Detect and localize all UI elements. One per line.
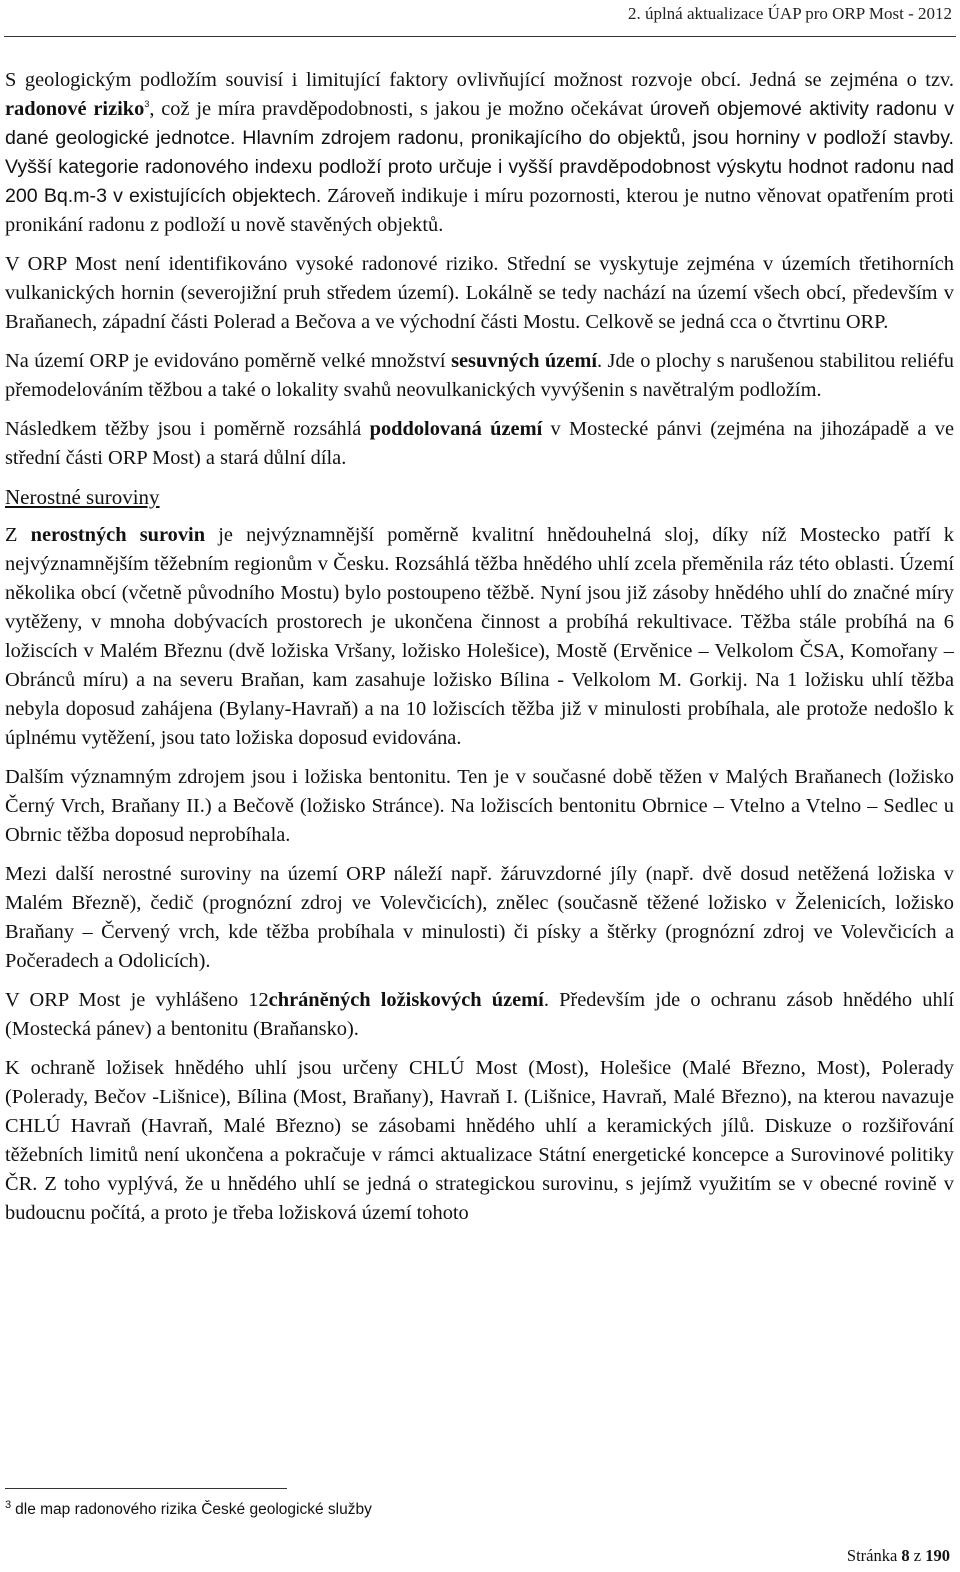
text-run: , což je míra pravděpodobnosti, s jakou je možno očekávat xyxy=(149,98,650,120)
section-heading: Nerostné suroviny xyxy=(5,485,160,509)
footnote-rule xyxy=(5,1488,287,1489)
page-number xyxy=(847,1546,950,1566)
page-total: 190 xyxy=(925,1546,950,1565)
text-run: S geologickým podložím souvisí i limitující faktory ovlivňující možnost rozvoje obcí. Jedná se zejména o tzv. xyxy=(5,69,954,91)
text-run: Na území ORP je evidováno poměrně velké množství xyxy=(5,350,452,372)
footnote-text: dle map radonového rizika České geologické služby xyxy=(15,1501,372,1518)
document-body xyxy=(5,66,954,1238)
footnote-ref[interactable]: 3 xyxy=(144,99,150,110)
text-run: Následkem těžby jsou i poměrně rozsáhlá xyxy=(5,418,370,440)
footnote-mark: 3 xyxy=(5,1499,12,1511)
paragraph-landslides xyxy=(5,347,954,405)
text-run: . Jde o plochy s narušenou stabilitou reliéfu přemodelováním těžbou a také o lokality svahů neovulkanických vyvýšenin s navětralým podložím. xyxy=(5,350,954,401)
bold-term-protected-areas: chráněných ložiskových území xyxy=(268,989,544,1011)
paragraph-undermined xyxy=(5,415,954,473)
page-separator: z xyxy=(909,1546,926,1565)
text-run: Z xyxy=(5,524,31,546)
bold-term-landslides: sesuvných území xyxy=(451,350,597,372)
footnote xyxy=(5,1501,372,1519)
paragraph-radon-risk xyxy=(5,66,954,240)
text-run-sans: úroveň objemové aktivity radonu v dané geologické jednotce. Hlavním zdrojem radonu, pronikajícího do objektů, jsou horniny v podloží stavby. Vyšší kategorie radonového indexu podloží proto určuje i vyšší pravděpodobnost výskytu hodnot radonu nad 200 Bq.m-3 v existujících objektech. xyxy=(5,98,954,207)
bold-term-minerals: nerostných surovin xyxy=(30,524,206,546)
page-current: 8 xyxy=(901,1546,910,1565)
paragraph-bentonite: Dalším významným zdrojem jsou i ložiska bentonitu. Ten je v současné době těžen v Malých Braňanech (ložisko Černý Vrch, Braňany II.) a Bečově (ložisko Stránce). Na ložiscích bentonitu Obrnice – Vtelno a Vtelno – Sedlec u Obrnic těžba doposud neprobíhala. xyxy=(5,766,954,846)
page-prefix: Stránka xyxy=(846,1546,902,1565)
paragraph-chlu: K ochraně ložisek hnědého uhlí jsou určeny CHLÚ Most (Most), Holešice (Malé Březno, Most), Polerady (Polerady, Bečov -Lišnice), Bílina (Most, Braňany), Havraň I. (Lišnice, Havraň, Malé Březno), na kterou navazuje CHLÚ Havraň (Havraň, Malé Březno) se zásobami hnědého uhlí a keramických jílů. Diskuze o rozšiřování těžebních limitů není ukončena a pokračuje v rámci aktualizace Státní energetické koncepce a Surovinové politiky ČR. Z toho vyplývá, že u hnědého uhlí se jedná o strategickou surovinu, s jejímž využitím se v obecné rovině v budoucnu počítá, a proto je třeba ložisková území tohoto xyxy=(5,1057,954,1224)
text-run: V ORP Most je vyhlášeno 12 xyxy=(5,989,269,1011)
bold-term-undermined: poddolovaná území xyxy=(369,418,543,440)
header-rule xyxy=(4,36,956,37)
paragraph-minerals xyxy=(5,521,954,753)
text-run: Zároveň indikuje i míru pozornosti, kterou je nutno věnovat opatřením proti pronikání radonu z podloží u nově stavěných objektů. xyxy=(5,185,955,236)
text-run: v Mostecké pánvi (zejména na jihozápadě a ve střední části ORP Most) a stará důlní díla. xyxy=(5,418,954,469)
paragraph-other-minerals: Mezi další nerostné suroviny na území ORP náleží např. žáruvzdorné jíly (např. dvě dosud netěžená ložiska v Malém Březně), čedič (prognózní zdroj ve Volevčicích), znělec (současně těžené ložisko v Želenicích, ložisko Braňany – Červený vrch, kde těžba probíhala v minulosti) či písky a štěrky (prognózní zdroj ve Volevčicích a Počeradech a Odolicích). xyxy=(5,863,954,972)
running-header: 2. úplná aktualizace ÚAP pro ORP Most - 2012 xyxy=(627,4,952,23)
paragraph-radon-orp: V ORP Most není identifikováno vysoké radonové riziko. Střední se vyskytuje zejména v územích třetihorních vulkanických hornin (severojižní pruh středem území). Lokálně se tedy nachází na území všech obcí, především v Braňanech, západní části Polerad a Bečova a ve východní části Mostu. Celkově se jedná cca o čtvrtinu ORP. xyxy=(5,253,954,333)
text-run: je nejvýznamnější poměrně kvalitní hnědouhelná sloj, díky níž Mostecko patří k nejvýznamnějším těžebním regionům v Česku. Rozsáhlá těžba hnědého uhlí zcela přeměnila ráz této oblasti. Území několika obcí (včetně původního Mostu) bylo postoupeno těžbě. Nyní jsou již zásoby hnědého uhlí do značné míry vytěženy, v mnoha dobývacích prostorech je ukončena činnost a probíhá rekultivace. Těžba stále probíhá na 6 ložiscích v Malém Březnu (dvě ložiska Vršany, ložisko Holešice), Mostě (Ervěnice – Velkolom ČSA, Komořany – Obránců míru) a na severu Braňan, kam zasahuje ložisko Bílina - Velkolom M. Gorkij. Na 1 ložisku uhlí těžba nebyla doposud zahájena (Bylany-Havraň) a na 10 ložiscích těžba již v minulosti probíhala, ale protože nedošlo k úplnému vytěžení, jsou tato ložiska doposud evidována. xyxy=(5,524,954,749)
paragraph-protected-areas xyxy=(5,986,954,1044)
bold-term-radon-risk: radonové riziko xyxy=(5,98,145,120)
text-run: . Především jde o ochranu zásob hnědého uhlí (Mostecká pánev) a bentonitu (Braňansko). xyxy=(5,989,954,1040)
